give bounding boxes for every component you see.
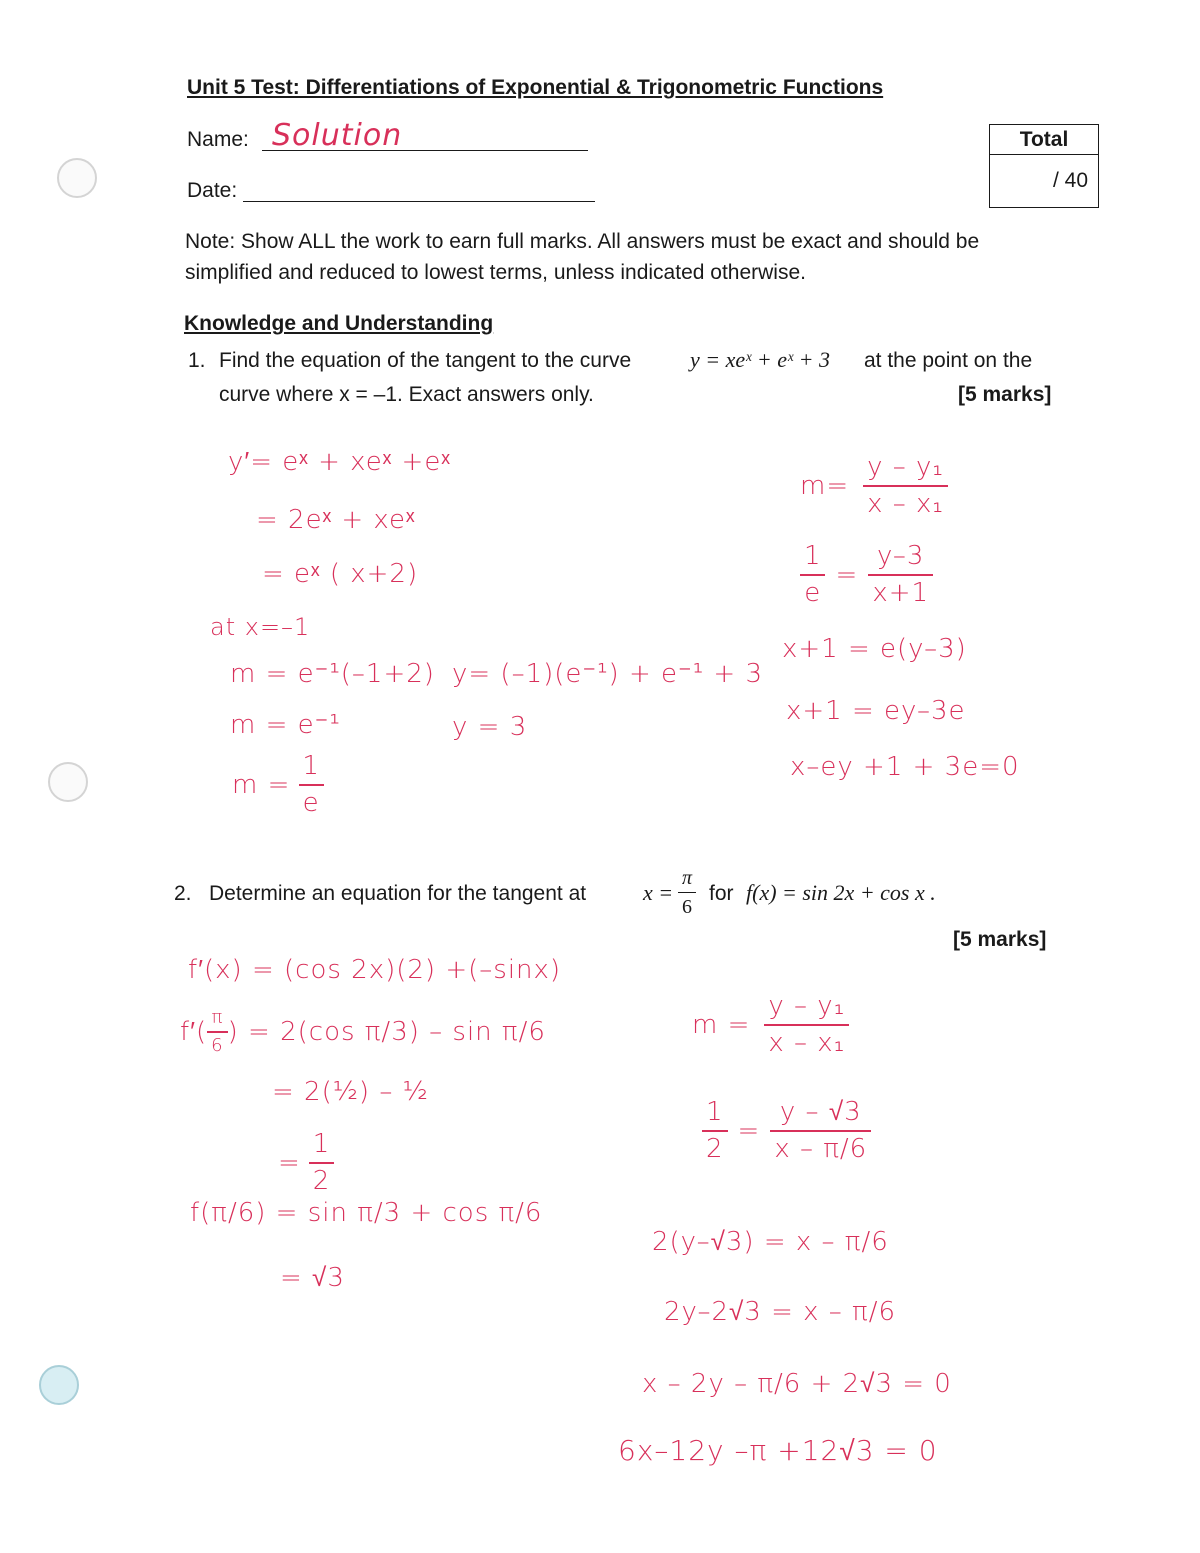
q2-slope-formula [692,992,849,1057]
date-label: Date: [187,179,238,202]
q2-sub-equals: = [737,1115,761,1146]
binder-hole-bottom [39,1365,79,1405]
q1-at-x: at x=–1 [210,613,311,641]
q2-slope-formula-fraction [764,992,849,1057]
note-line-1: Note: Show ALL the work to earn full marks. All answers must be exact and should be [185,230,980,253]
q2-sub-lhs-den: 2 [702,1130,728,1164]
q2-sub-rhs-fraction [770,1098,871,1163]
q1-slope-formula-fraction [863,453,948,518]
q2-function-value: = √3 [280,1263,345,1293]
q1-text-a: Find the equation of the tangent to the curve [219,349,632,372]
q2-function: f(x) = sin 2x + cos x . [746,880,936,905]
test-title: Unit 5 Test: Differentiations of Exponential & Trigonometric Functions [187,76,884,99]
q1-derivative-line-2: = 2eˣ + xeˣ [256,505,416,535]
total-label: Total [990,125,1098,155]
q1-final-equation: x–ey +1 + 3e=0 [790,752,1020,782]
q2-slope-value-prefix: = [278,1147,301,1178]
note-line-2: simplified and reduced to lowest terms, unless indicated otherwise. [185,261,806,284]
q1-slope-formula-prefix: m= [800,470,850,501]
q1-slope-substitution [800,542,933,607]
q2-sub-rhs-num: y – √3 [779,1097,862,1127]
q2-marks: [5 marks] [953,928,1047,951]
q2-derivative-at-point [180,1008,546,1056]
q2-slope-formula-prefix: m = [692,1009,751,1040]
q2-for: for [709,882,734,905]
q2-line-step-3: x – 2y – π/6 + 2√3 = 0 [642,1369,952,1399]
q2-x-fraction-den: 6 [678,892,696,918]
q1-sub-lhs-fraction [800,542,826,607]
q1-y-value: y = 3 [452,712,528,742]
q1-sub-rhs-fraction [868,542,933,607]
q1-line-step-2: x+1 = ey–3e [786,696,966,726]
q1-sub-rhs-den: x+1 [868,574,933,608]
q2-derivative-at-point-den: 6 [207,1031,227,1056]
q1-formula: y = xeˣ + eˣ + 3 [690,347,831,372]
date-underline [243,201,595,202]
q2-x-fraction-num: π [682,867,693,889]
q1-marks: [5 marks] [958,383,1052,406]
q1-slope-formula-num: y – y₁ [867,452,944,482]
q1-sub-lhs-den: e [800,574,825,608]
section-heading: Knowledge and Understanding [184,312,494,335]
q2-slope-value-fraction [309,1130,335,1195]
q1-slope-calc-3-prefix: m = [232,769,291,800]
q2-x-fraction [678,867,696,918]
q2-slope-value-num: 1 [312,1129,331,1159]
total-score-box [989,124,1099,208]
name-value: Solution [272,118,403,153]
q1-slope-calc-1: m = e⁻¹(–1+2) [230,659,435,689]
name-label: Name: [187,128,249,151]
q2-derivative-at-point-num: π [211,1007,224,1028]
q2-x-equals: x = [643,880,674,905]
q2-sub-rhs-den: x – π/6 [770,1130,871,1164]
q2-final-equation: 6x–12y –π +12√3 = 0 [618,1434,938,1467]
q2-text-a: Determine an equation for the tangent at [209,882,587,905]
q1-text-c: curve where x = –1. Exact answers only. [219,383,594,406]
q2-sub-lhs-fraction [702,1098,728,1163]
q2-number: 2. [174,882,192,905]
q1-slope-fraction-den: e [299,784,324,818]
q2-derivative: f′(x) = (cos 2x)(2) +(–sinx) [188,955,562,985]
q1-slope-formula [800,453,948,518]
q1-number: 1. [188,349,206,372]
q1-sub-equals: = [835,559,859,590]
q2-function-at-point: f(π/6) = sin π/3 + cos π/6 [190,1198,543,1228]
q1-slope-calc-2: m = e⁻¹ [230,710,341,740]
q2-slope-substitution [702,1098,871,1163]
q1-slope-formula-den: x – x₁ [863,485,948,519]
q2-line-step-2: 2y–2√3 = x – π/6 [664,1297,897,1327]
q2-slope-formula-num: y – y₁ [768,991,846,1021]
total-value: / 40 [1052,169,1088,192]
q1-line-step-1: x+1 = e(y–3) [782,634,967,664]
q2-derivative-at-point-rest: ) = 2(cos π/3) – sin π/6 [227,1016,546,1047]
q2-derivative-at-point-prefix: f′( [180,1017,208,1048]
q1-slope-fraction [298,752,324,817]
q1-text-b: at the point on the [864,349,1033,372]
q1-derivative-line-1: y′= eˣ + xeˣ +eˣ [228,447,451,477]
q2-derivative-at-point-fraction [207,1008,227,1056]
q1-sub-rhs-num: y–3 [876,541,925,571]
binder-hole-middle [48,762,88,802]
q2-derivative-eval: = 2(½) – ½ [272,1077,429,1107]
q1-y-value-calc: y= (–1)(e⁻¹) + e⁻¹ + 3 [452,659,764,689]
q1-derivative-line-3: = eˣ ( x+2) [262,559,419,589]
q2-slope-value-den: 2 [309,1162,335,1196]
q2-slope-value [278,1130,334,1195]
q1-sub-lhs-num: 1 [804,541,822,571]
q2-line-step-1: 2(y–√3) = x – π/6 [652,1227,889,1257]
q2-sub-lhs-num: 1 [706,1097,724,1127]
q2-slope-formula-den: x – x₁ [764,1024,849,1058]
q1-slope-calc-3 [232,752,324,817]
q1-slope-fraction-num: 1 [302,751,320,781]
binder-hole-top [57,158,97,198]
